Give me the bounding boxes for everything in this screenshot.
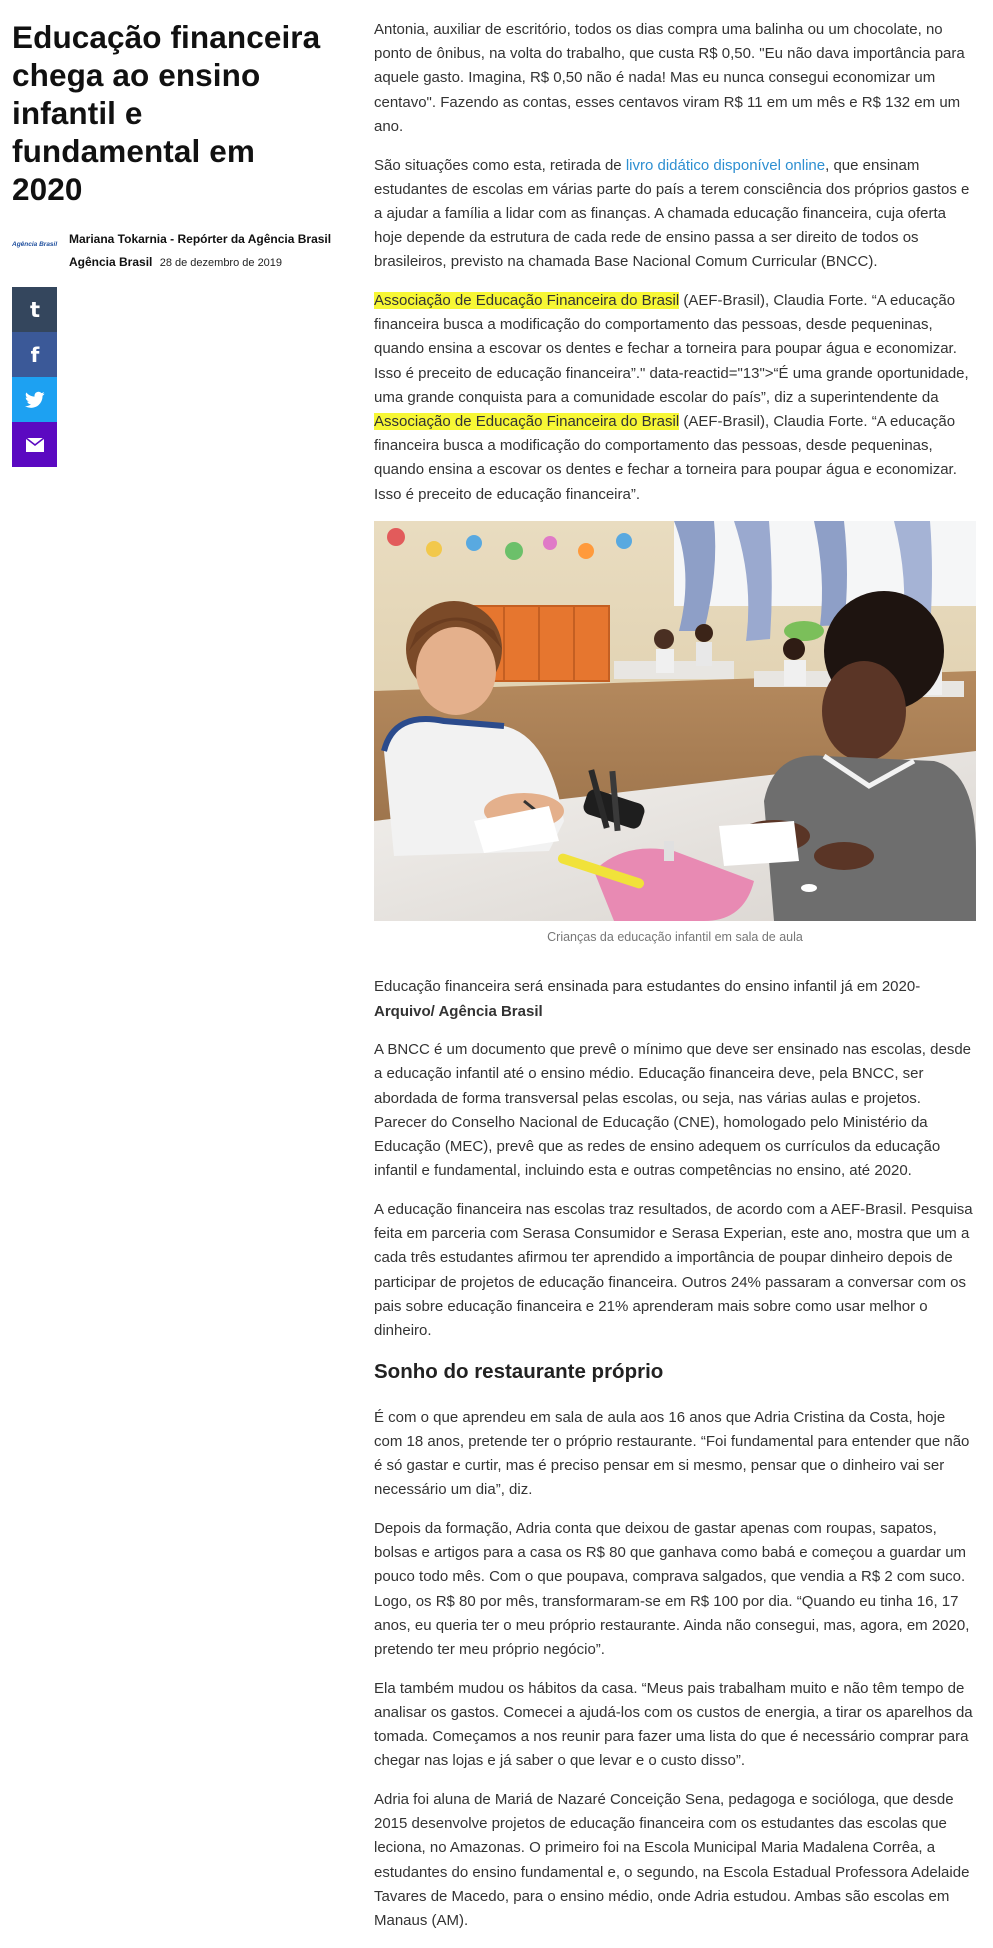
article-title: Educação financeira chega ao ensino infantil e fundamental em 2020 bbox=[12, 19, 321, 207]
svg-text:t: t bbox=[29, 298, 40, 321]
paragraph bbox=[374, 975, 976, 1023]
paragraph-text: (AEF-Brasil), Claudia Forte. “A educação financeira busca a modificação do comportamento das pessoas, desde pequeninas, quando ensina a escovar os dentes e fechar a torneira para poupar água e economizar. Isso é preceito de educação financeira”." data-reactid="13">“É uma grande oportunidade, uma grande conquista para a comunidade escolar do país”, diz a superintendente da bbox=[374, 292, 969, 406]
byline-meta bbox=[69, 230, 331, 271]
classroom-photo[interactable] bbox=[374, 521, 976, 921]
share-email-button[interactable] bbox=[12, 422, 57, 467]
textbook-link[interactable]: livro didático disponível online bbox=[625, 156, 826, 174]
paragraph-text: São situações como esta, retirada de bbox=[374, 156, 626, 174]
highlighted-org-name: Associação de Educação Financeira do Brasil bbox=[374, 292, 680, 310]
paragraph: Adria foi aluna de Mariá de Nazaré Conceição Sena, pedagoga e socióloga, que desde 2015 desenvolve projetos de educação financeira com os estudantes das escolas que leciona, no Amazonas. O primeiro foi na Escola Municipal Maria Madalena Corrêa, a estudantes do ensino fundamental e, o segundo, na Escola Estadual Professora Adelaide Tavares de Macedo, para o ensino médio, onde Adria estudou. Ambas são escolas em Manaus (AM). bbox=[374, 1791, 970, 1930]
svg-text:Agência Brasil: Agência Brasil bbox=[12, 241, 58, 248]
agencia-brasil-logo[interactable] bbox=[12, 236, 59, 250]
article-body bbox=[374, 18, 976, 1948]
paragraph bbox=[374, 154, 976, 275]
paragraph: A BNCC é um documento que prevê o mínimo que deve ser ensinado nas escolas, desde a educação infantil até o ensino médio. Educação financeira deve, pela BNCC, ser abordada de forma transversal pelas escolas, ou seja, nas várias aulas e projetos. Parecer do Conselho Nacional de Educação (CNE), homologado pelo Ministério da Educação (MEC), prevê que as redes de ensino adequem os currículos da educação infantil e fundamental, incluindo esta e outras competências no ensino, até 2020. bbox=[374, 1041, 972, 1180]
paragraph: Ela também mudou os hábitos da casa. “Meus pais trabalham muito e não têm tempo de analisar os gastos. Comecei a ajudá-los com os custos de energia, a tirar os aparelhos da tomada. Começamos a nos reunir para fazer uma lista do que é necessário comprar para chegar nas lojas e já saber o que levar e o custo disso”. bbox=[374, 1679, 973, 1770]
facebook-icon bbox=[25, 344, 45, 366]
article-figure bbox=[374, 521, 976, 945]
paragraph: Antonia, auxiliar de escritório, todos os dias compra uma balinha ou um chocolate, no ponto de ônibus, na volta do trabalho, que custa R$ 0,50. "Eu não dava importância para aquele gasto. Imagina, R$ 0,50 não é nada! Mas eu nunca consegui economizar um centavo". Fazendo as contas, esses centavos viram R$ 11 em um mês e R$ 132 em um ano. bbox=[374, 21, 965, 135]
publish-date: 28 de dezembro de 2019 bbox=[159, 257, 283, 269]
photo-caption: Crianças da educação infantil em sala de aula bbox=[547, 930, 803, 945]
svg-text:f: f bbox=[30, 343, 39, 366]
twitter-icon bbox=[25, 391, 45, 409]
paragraph: Depois da formação, Adria conta que deixou de gastar apenas com roupas, sapatos, bolsas e artigos para a casa os R$ 80 que ganhava como babá e começou a guardar um pouco todo mês. Com o que poupava, comprava salgados, que vendia a R$ 2 com suco. Logo, os R$ 80 por mês, transformaram-se em R$ 100 por dia. “Quando eu tinha 16, 17 anos, eu queria ter o meu próprio restaurante. Ainda não consegui, mas, agora, em 2020, pretendo ter meu próprio negócio”. bbox=[374, 1520, 970, 1659]
byline bbox=[12, 230, 332, 271]
share-twitter-button[interactable] bbox=[12, 377, 57, 422]
paragraph bbox=[374, 289, 976, 507]
spacer bbox=[374, 945, 976, 975]
paragraph-text: , que ensinam estudantes de escolas em várias parte do país a terem consciência dos próprios gastos e a ajudar a família a lidar com as finanças. A chamada educação financeira, cuja oferta hoje depende da estrutura de cada rede de ensino passa a ser direito de todos os brasileiros, previsto na chamada Base Nacional Comum Curricular (BNCC). bbox=[374, 156, 970, 271]
tumblr-icon bbox=[25, 299, 45, 321]
email-icon bbox=[26, 438, 44, 452]
source-row bbox=[69, 254, 331, 271]
paragraph: É com o que aprendeu em sala de aula aos 16 anos que Adria Cristina da Costa, hoje com 18 anos, pretende ter o próprio restaurante. “Foi fundamental para entender que não é só gastar e curtir, mas é preciso pensar em si mesmo, pensar que o dinheiro vai ser necessário um dia”, diz. bbox=[374, 1408, 970, 1499]
paragraph-text: Educação financeira será ensinada para estudantes do ensino infantil já em 2020- bbox=[374, 978, 921, 996]
paragraph-text: (AEF-Brasil), Claudia Forte. “A educação financeira busca a modificação do comportamento das pessoas, desde pequeninas, quando ensina a escovar os dentes e fechar a torneira para poupar água e economizar. Isso é preceito de educação financeira”. bbox=[374, 413, 957, 503]
highlighted-org-name: Associação de Educação Financeira do Brasil bbox=[374, 413, 680, 431]
author-name[interactable]: Mariana Tokarnia - Repórter da Agência Brasil bbox=[69, 232, 332, 246]
share-facebook-button[interactable] bbox=[12, 332, 57, 377]
source-name[interactable]: Agência Brasil bbox=[69, 255, 153, 269]
article-header bbox=[12, 18, 332, 467]
paragraph: A educação financeira nas escolas traz resultados, de acordo com a AEF-Brasil. Pesquisa feita em parceria com Serasa Consumidor e Serasa Experian, este ano, mostra que um a cada três estudantes afirmou ter aprendido a importância de poupar dinheiro depois de participar de projetos de educação financeira. Outros 24% passaram a conversar com os pais sobre educação financeira e 21% aprenderam mais sobre como usar melhor o dinheiro. bbox=[374, 1200, 973, 1339]
share-bar bbox=[12, 287, 332, 467]
photo-credit: Arquivo/ Agência Brasil bbox=[374, 1002, 543, 1020]
share-tumblr-button[interactable] bbox=[12, 287, 57, 332]
section-subheading: Sonho do restaurante próprio bbox=[374, 1359, 664, 1383]
